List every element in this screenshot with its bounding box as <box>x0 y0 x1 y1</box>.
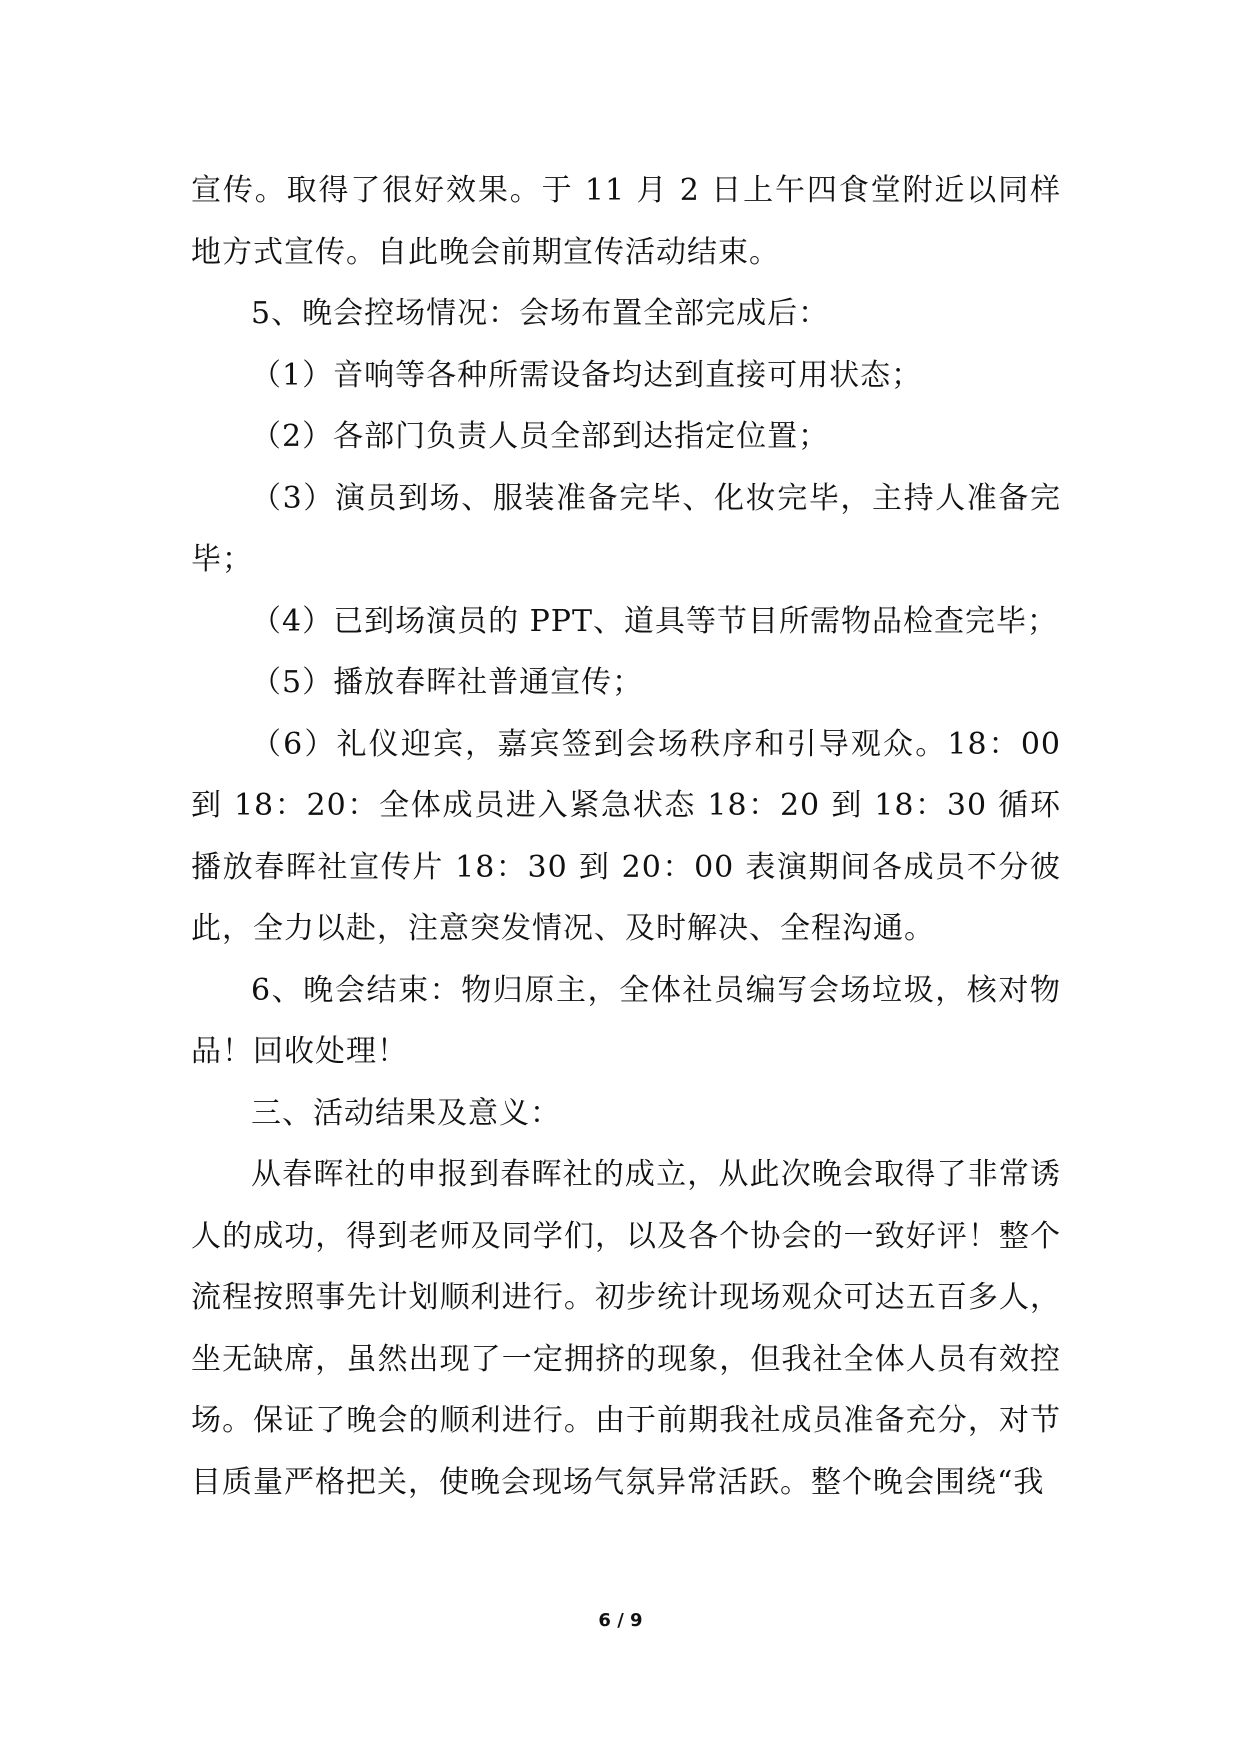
page-number: 6 / 9 <box>598 1610 643 1631</box>
list-item-equipment: （1）音响等各种所需设备均达到直接可用状态； <box>251 357 923 393</box>
list-item-reception-schedule: （6）礼仪迎宾，嘉宾签到会场秩序和引导观众。18：00 到 18：20：全体成员进入紧急状态 18：20 到 18：30 循环播放春晖社宣传片 18：30 到 20：00 表演期间各成员不分彼此，全力以赴，注意突发情况、及时解决、全程沟通。 <box>191 726 1061 946</box>
paragraph-control-heading: 5、晚会控场情况：会场布置全部完成后： <box>251 296 830 331</box>
paragraph-results-body: 从春晖社的申报到春晖社的成立，从此次晚会取得了非常诱人的成功，得到老师及同学们，以及各个协会的一致好评！整个流程按照事先计划顺利进行。初步统计现场观众可达五百多人，坐无缺席，虽然出现了一定拥挤的现象，但我社全体人员有效控场。保证了晚会的顺利进行。由于前期我社成员准备充分，对节目质量严格把关，使晚会现场气氛异常活跃。整个晚会围绕“我 <box>191 1157 1061 1500</box>
list-item-performers-ready: （3）演员到场、服装准备完毕、化妆完毕，主持人准备完毕； <box>191 480 1061 577</box>
list-item-promo-playback: （5）播放春晖社普通宣传； <box>251 665 644 700</box>
document-body <box>191 160 1061 1513</box>
paragraph-party-end: 6、晚会结束：物归原主，全体社员编写会场垃圾，核对物品！回收处理！ <box>191 972 1061 1069</box>
list-item-staff-positions: （2）各部门负责人员全部到达指定位置； <box>251 419 830 454</box>
list-item-props-check: （4）已到场演员的 PPT、道具等节目所需物品检查完毕； <box>251 603 1059 639</box>
paragraph-publicity-end: 宣传。取得了很好效果。于 11 月 2 日上午四食堂附近以同样地方式宣传。自此晚会前期宣传活动结束。 <box>191 173 1061 270</box>
section-heading-results: 三、活动结果及意义： <box>251 1095 561 1131</box>
